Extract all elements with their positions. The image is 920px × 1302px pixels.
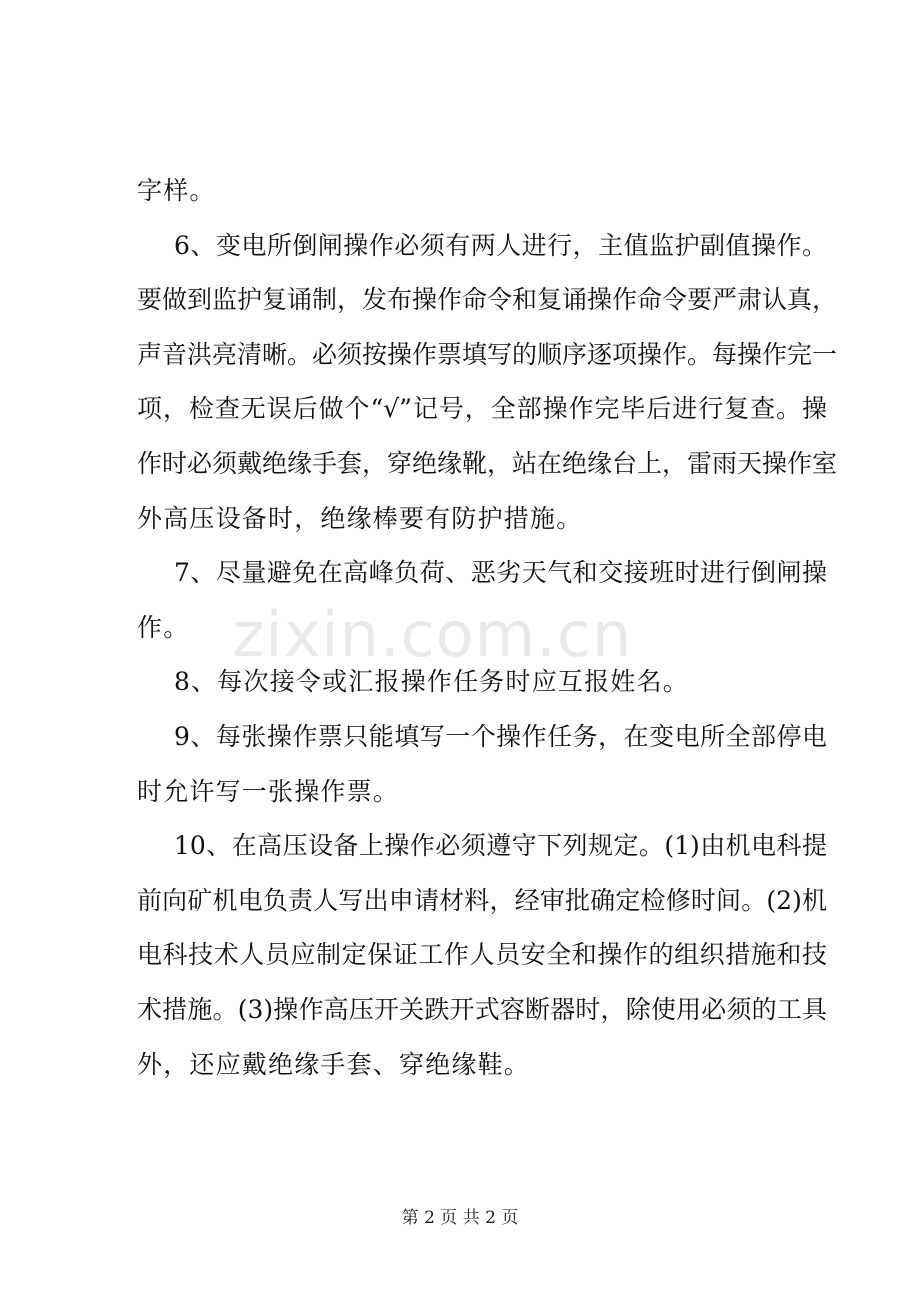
text-line: 作。 xyxy=(137,612,190,642)
text-line: 术措施。(3)操作高压开关跌开式容断器时，除使用必须的工具 xyxy=(137,994,827,1024)
text-line: 外高压设备时，绝缘棒要有防护措施。 xyxy=(137,503,583,533)
text-line: 字样。 xyxy=(137,176,216,205)
text-line: 作时必须戴绝缘手套，穿绝缘靴，站在绝缘台上，雷雨天操作室 xyxy=(137,448,838,478)
body-text xyxy=(137,164,838,1092)
text-line: 前向矿机电负责人写出申请材料，经审批确定检修时间。(2)机 xyxy=(137,885,827,915)
text-line: 9、每张操作票只能填写一个操作任务，在变电所全部停电 xyxy=(174,721,827,751)
text-line: 6、变电所倒闸操作必须有两人进行，主值监护副值操作。 xyxy=(174,230,827,260)
text-line: 电科技术人员应制定保证工作人员安全和操作的组织措施和技 xyxy=(137,940,827,970)
text-line: 声音洪亮清晰。必须按操作票填写的顺序逐项操作。每操作完一 xyxy=(137,339,838,369)
text-line: 外，还应戴绝缘手套、穿绝缘鞋。 xyxy=(137,1049,531,1079)
watermark: zixin.com.cn xyxy=(232,598,633,671)
text-line: 7、尽量避免在高峰负荷、恶劣天气和交接班时进行倒闸操 xyxy=(174,558,827,588)
text-line: 项，检查无误后做个“√”记号，全部操作完毕后进行复查。操 xyxy=(137,394,827,424)
text-line: 时允许写一张操作票。 xyxy=(137,776,400,806)
text-line: 要做到监护复诵制，发布操作命令和复诵操作命令要严肃认真， xyxy=(137,285,838,315)
text-line: 8、每次接令或汇报操作任务时应互报姓名。 xyxy=(174,667,689,697)
page-footer: 第 2 页 共 2 页 xyxy=(401,1208,519,1228)
text-line: 10、在高压设备上操作必须遵守下列规定。(1)由机电科提 xyxy=(174,831,827,861)
